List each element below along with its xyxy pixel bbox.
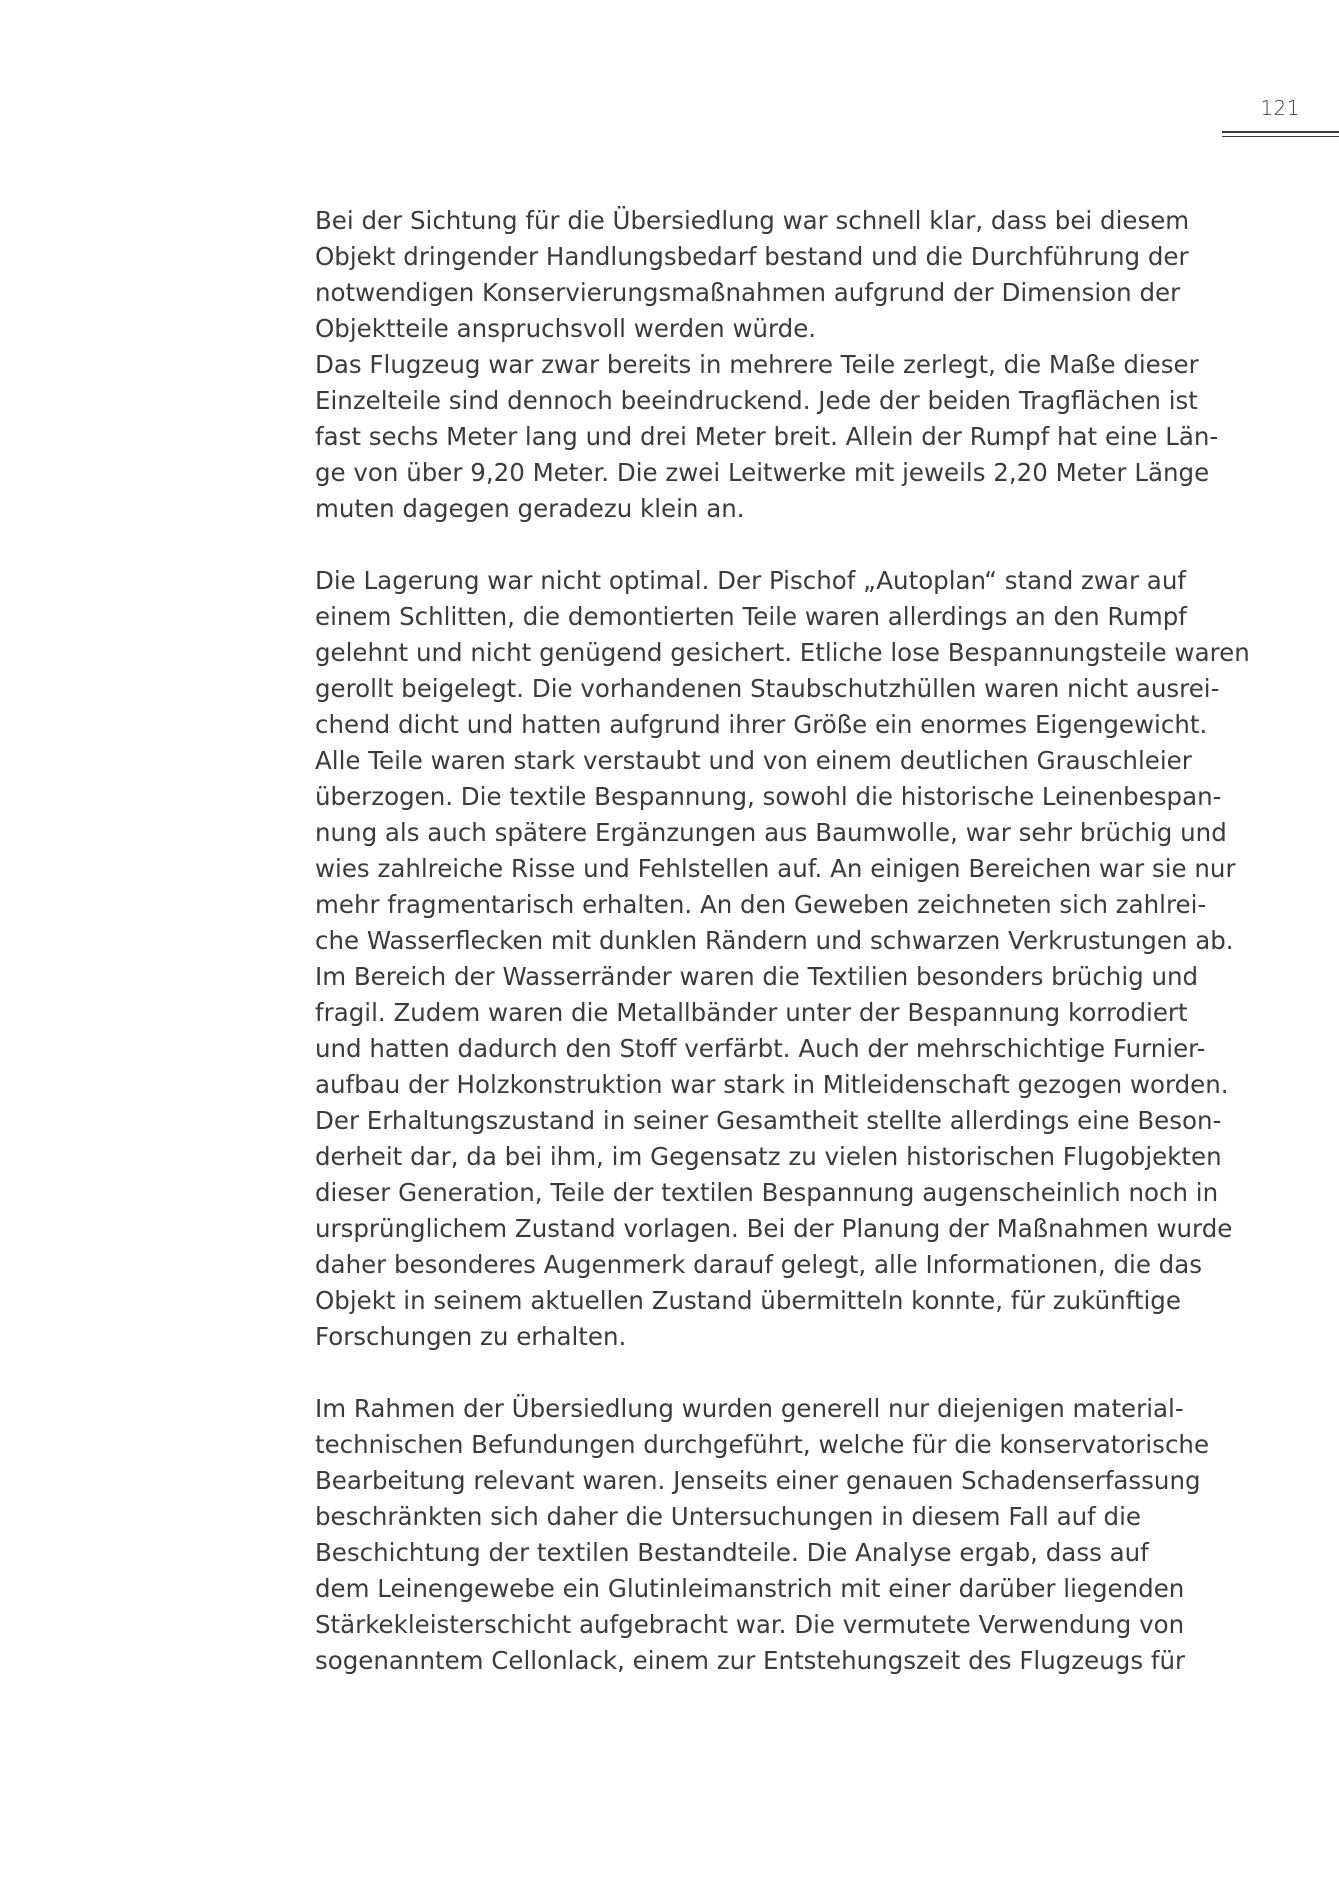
text-line: dieser Generation, Teile der textilen Bespannung augenscheinlich noch in (315, 1178, 1219, 1207)
text-line: Beschichtung der textilen Bestandteile. Die Analyse ergab, dass auf (315, 1538, 1149, 1567)
text-line: notwendigen Konservierungsmaßnahmen aufgrund der Dimension der (315, 278, 1181, 307)
header-rule-thin (1222, 136, 1339, 137)
text-line: derheit dar, da bei ihm, im Gegensatz zu vielen historischen Flugobjekten (315, 1142, 1222, 1171)
text-line: fast sechs Meter lang und drei Meter breit. Allein der Rumpf hat eine Län- (315, 422, 1219, 451)
text-line: Bei der Sichtung für die Übersiedlung war schnell klar, dass bei diesem (315, 206, 1190, 235)
text-line: gelehnt und nicht genügend gesichert. Etliche lose Bespannungsteile waren (315, 638, 1250, 667)
text-line: und hatten dadurch den Stoff verfärbt. Auch der mehrschichtige Furnier- (315, 1034, 1206, 1063)
text-line: ge von über 9,20 Meter. Die zwei Leitwerke mit jeweils 2,20 Meter Länge (315, 458, 1210, 487)
text-line: technischen Befundungen durchgeführt, welche für die konservatorische (315, 1430, 1210, 1459)
text-line: Objekt dringender Handlungsbedarf bestand und die Durchführung der (315, 242, 1189, 271)
text-line: aufbau der Holzkonstruktion war stark in Mitleidenschaft gezogen worden. (315, 1070, 1229, 1099)
text-line: einem Schlitten, die demontierten Teile waren allerdings an den Rumpf (315, 602, 1187, 631)
text-line: Im Rahmen der Übersiedlung wurden generell nur diejenigen material- (315, 1394, 1184, 1423)
text-line: Der Erhaltungszustand in seiner Gesamtheit stellte allerdings eine Beson- (315, 1106, 1222, 1135)
paragraph-2 (315, 563, 1250, 1355)
page-number: 121 (1260, 96, 1300, 120)
paragraph-1 (315, 203, 1219, 527)
header-rule-thick (1222, 131, 1339, 133)
text-line: gerollt beigelegt. Die vorhandenen Staubschutzhüllen waren nicht ausrei- (315, 674, 1220, 703)
text-line: beschränkten sich daher die Untersuchungen in diesem Fall auf die (315, 1502, 1141, 1531)
text-line: Die Lagerung war nicht optimal. Der Pischof „Autoplan“ stand zwar auf (315, 566, 1186, 595)
text-line: dem Leinengewebe ein Glutinleimanstrich mit einer darüber liegenden (315, 1574, 1185, 1603)
text-line: Alle Teile waren stark verstaubt und von einem deutlichen Grauschleier (315, 746, 1192, 775)
text-line: wies zahlreiche Risse und Fehlstellen auf. An einigen Bereichen war sie nur (315, 854, 1236, 883)
text-line: Das Flugzeug war zwar bereits in mehrere Teile zerlegt, die Maße dieser (315, 350, 1199, 379)
text-line: nung als auch spätere Ergänzungen aus Baumwolle, war sehr brüchig und (315, 818, 1227, 847)
paragraph-gap (315, 1355, 1195, 1391)
text-line: ursprünglichem Zustand vorlagen. Bei der Planung der Maßnahmen wurde (315, 1214, 1233, 1243)
text-line: überzogen. Die textile Bespannung, sowohl die historische Leinenbespan- (315, 782, 1222, 811)
text-line: Objekt in seinem aktuellen Zustand übermitteln konnte, für zukünftige (315, 1286, 1181, 1315)
text-line: Im Bereich der Wasserränder waren die Textilien besonders brüchig und (315, 962, 1199, 991)
text-line: daher besonderes Augenmerk darauf gelegt, alle Informationen, die das (315, 1250, 1203, 1279)
paragraph-3 (315, 1391, 1210, 1679)
text-line: Stärkekleisterschicht aufgebracht war. Die vermutete Verwendung von (315, 1610, 1185, 1639)
paragraph-gap (315, 527, 1195, 563)
text-line: sogenanntem Cellonlack, einem zur Entstehungszeit des Flugzeugs für (315, 1646, 1186, 1675)
text-line: Forschungen zu erhalten. (315, 1322, 627, 1351)
text-line: chend dicht und hatten aufgrund ihrer Größe ein enormes Eigengewicht. (315, 710, 1208, 739)
body-text (315, 203, 1250, 1679)
text-line: che Wasserflecken mit dunklen Rändern und schwarzen Verkrustungen ab. (315, 926, 1234, 955)
text-line: Bearbeitung relevant waren. Jenseits einer genauen Schadenserfassung (315, 1466, 1201, 1495)
text-line: muten dagegen geradezu klein an. (315, 494, 745, 523)
text-line: fragil. Zudem waren die Metallbänder unter der Bespannung korrodiert (315, 998, 1188, 1027)
text-line: Objektteile anspruchsvoll werden würde. (315, 314, 817, 343)
text-line: Einzelteile sind dennoch beeindruckend. Jede der beiden Tragflächen ist (315, 386, 1198, 415)
text-line: mehr fragmentarisch erhalten. An den Geweben zeichneten sich zahlrei- (315, 890, 1207, 919)
